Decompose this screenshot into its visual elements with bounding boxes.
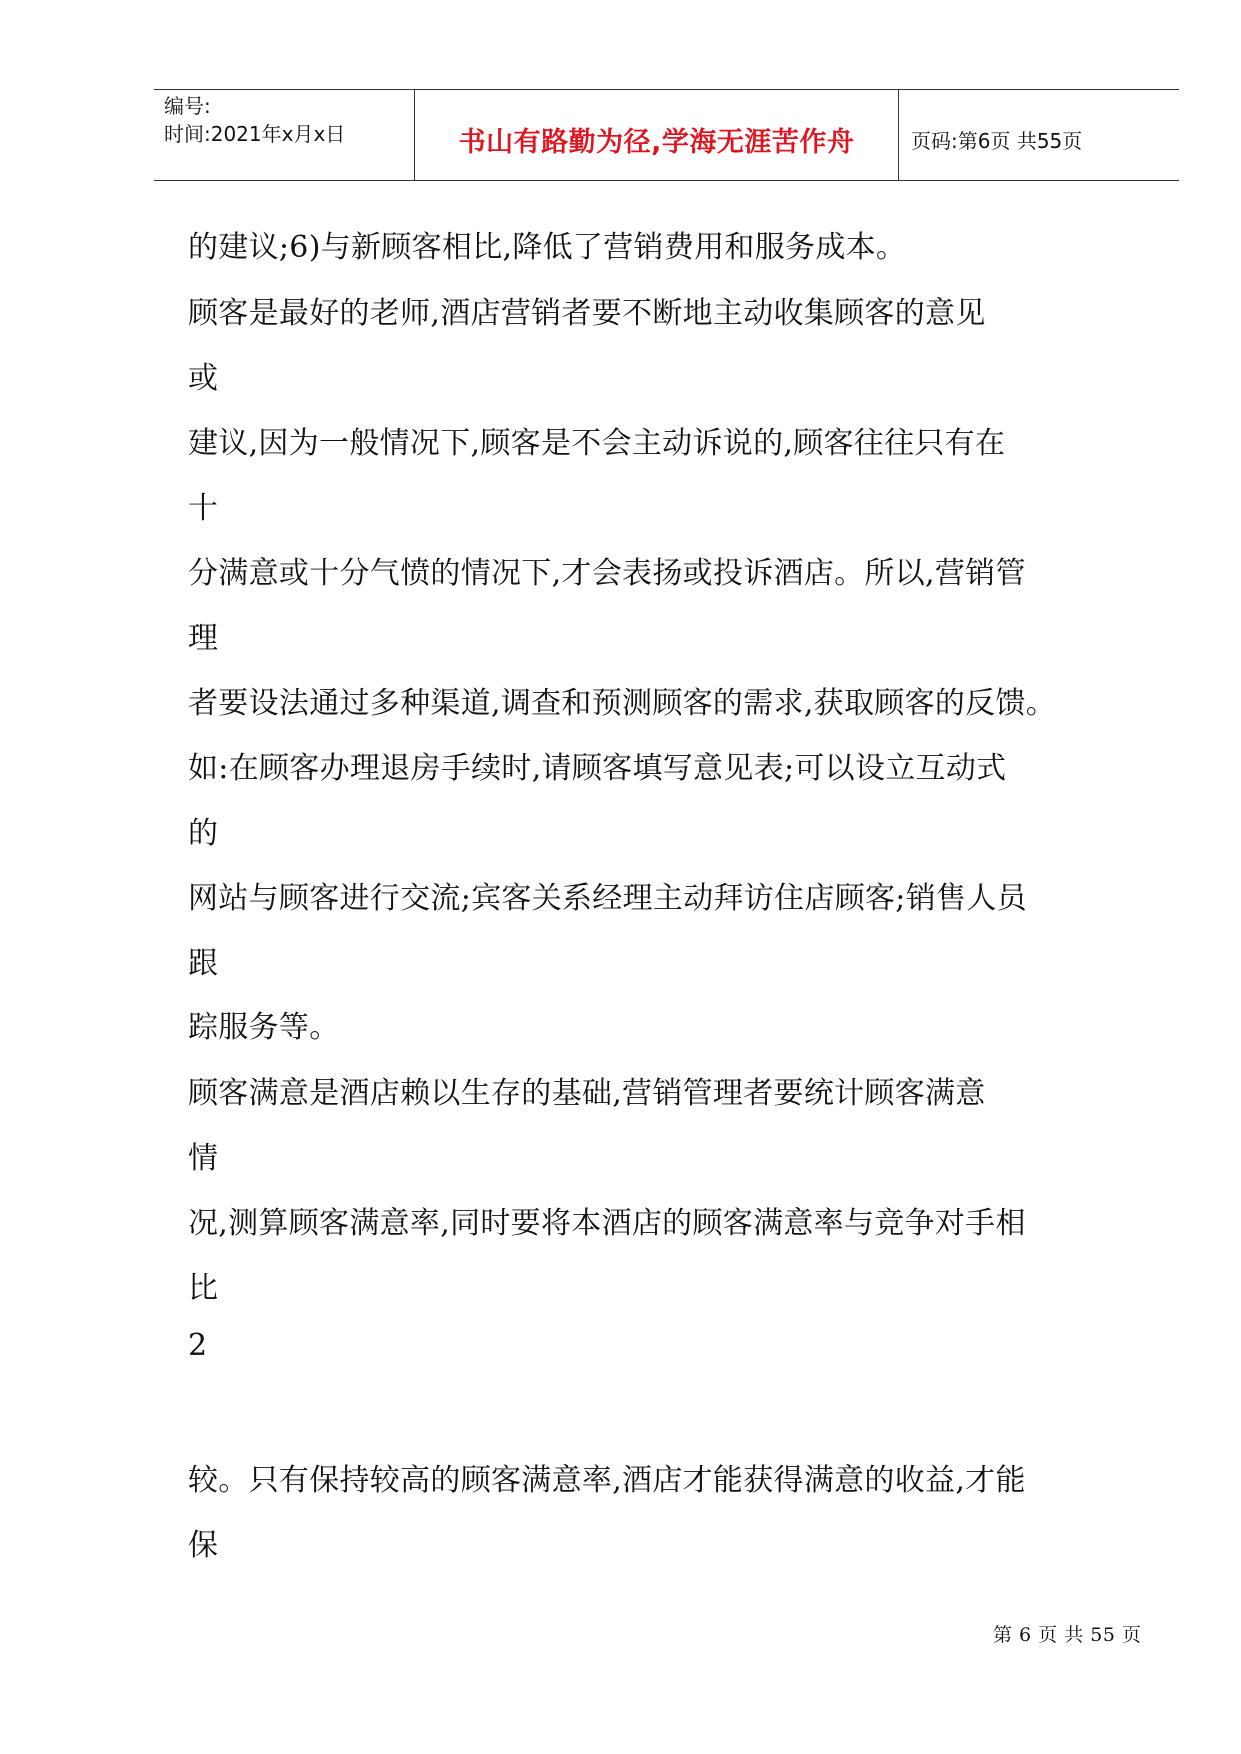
body-line: 情 — [188, 1141, 219, 1176]
body-line: 顾客满意是酒店赖以生存的基础,营销管理者要统计顾客满意 — [188, 1076, 986, 1111]
document-time-label: 时间:2021年x月x日 — [164, 122, 346, 146]
body-line: 的 — [188, 816, 219, 851]
header-motto-cell — [415, 90, 899, 180]
document-number-label: 编号: — [164, 94, 211, 118]
body-line: 者要设法通过多种渠道,调查和预测顾客的需求,获取顾客的反馈。 — [188, 686, 1057, 721]
header-page-number: 页码:第6页 共55页 — [911, 128, 1083, 153]
body-line: 理 — [188, 621, 219, 656]
page-header — [154, 89, 1179, 181]
body-line: 况,测算顾客满意率,同时要将本酒店的顾客满意率与竞争对手相 — [188, 1206, 1026, 1241]
body-line: 顾客是最好的老师,酒店营销者要不断地主动收集顾客的意见 — [188, 296, 986, 331]
body-line: 的建议;6)与新顾客相比,降低了营销费用和服务成本。 — [188, 230, 907, 265]
inline-page-number: 2 — [188, 1328, 208, 1363]
body-line: 比 — [188, 1271, 219, 1306]
body-line: 踪服务等。 — [188, 1010, 340, 1045]
body-line: 跟 — [188, 946, 219, 981]
body-line: 网站与顾客进行交流;宾客关系经理主动拜访住店顾客;销售人员 — [188, 881, 1027, 916]
body-line: 建议,因为一般情况下,顾客是不会主动诉说的,顾客往往只有在 — [188, 426, 1006, 461]
body-line: 分满意或十分气愤的情况下,才会表扬或投诉酒店。所以,营销管 — [188, 556, 1026, 591]
body-line: 如:在顾客办理退房手续时,请顾客填写意见表;可以设立互动式 — [188, 751, 1007, 786]
body-line: 保 — [188, 1528, 219, 1563]
body-line: 或 — [188, 361, 219, 396]
header-info-cell — [154, 90, 415, 180]
header-page-cell — [899, 90, 1179, 180]
page-footer-number: 第 6 页 共 55 页 — [993, 1624, 1142, 1646]
body-line: 十 — [188, 491, 219, 526]
header-motto: 书山有路勤为径,学海无涯苦作舟 — [458, 126, 855, 158]
body-line: 较。只有保持较高的顾客满意率,酒店才能获得满意的收益,才能 — [188, 1463, 1026, 1498]
